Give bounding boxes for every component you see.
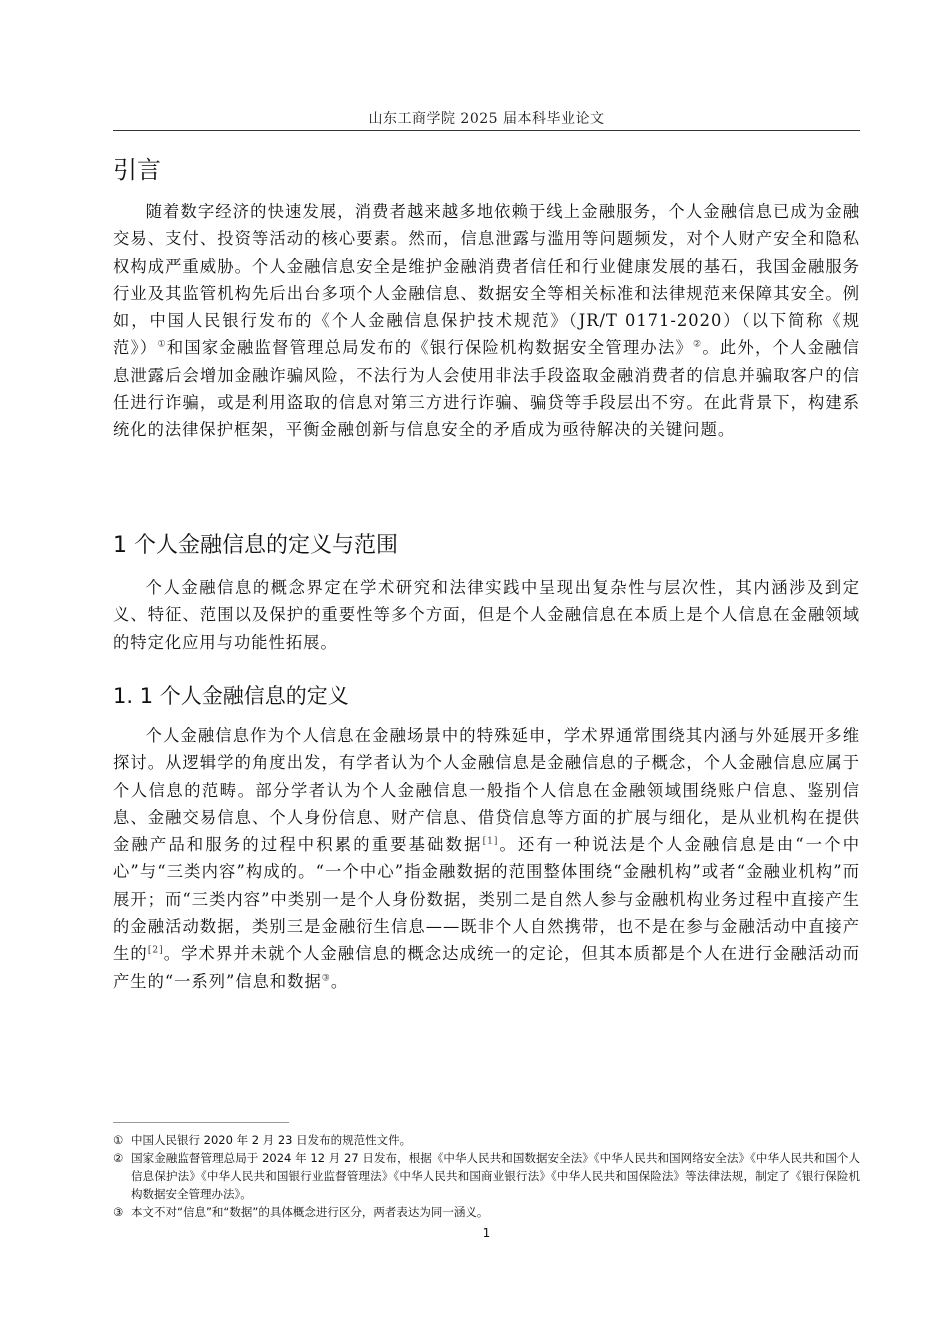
footnotes (113, 1131, 860, 1221)
footnote-ref-3[interactable]: ③ (321, 973, 331, 984)
footnote-2 (113, 1149, 860, 1203)
footnote-mark: ② (113, 1151, 124, 1165)
header-divider (113, 130, 860, 131)
footnote-1 (113, 1131, 860, 1149)
footnote-ref-2[interactable]: ② (693, 340, 703, 351)
s11-text-2: 。还有一种说法是个人金融信息是由“一个中心”与“三类内容”构成的。“一个中心”指金融数据的范围整体围绕“金融机构”或者“金融业机构”而展开；而“三类内容”中类别一是个人身份数据，类别二是自然人参与金融机构业务过程中直接产生的金融活动数据，类别三是金融衍生信息——既非个人自然携带，也不是在参与金融活动中直接产生的 (113, 835, 860, 964)
footnote-text: 中国人民银行 2020 年 2 月 23 日发布的规范性文件。 (131, 1133, 412, 1147)
section-1-heading: 1 个人金融信息的定义与范围 (113, 533, 398, 558)
section-1-paragraph: 个人金融信息的概念界定在学术研究和法律实践中呈现出复杂性与层次性，其内涵涉及到定义、特征、范围以及保护的重要性等多个方面，但是个人金融信息在本质上是个人信息在金融领域的特定化应用与功能性拓展。 (113, 578, 860, 652)
s11-text-3: 。学术界并未就个人金融信息的概念达成统一的定论，但其本质都是个人在进行金融活动而产生的“一系列”信息和数据 (113, 944, 860, 991)
citation-ref-1[interactable]: [1] (482, 836, 499, 847)
page-number: 1 (482, 1226, 491, 1240)
intro-heading: 引言 (113, 156, 161, 184)
footnote-3 (113, 1203, 860, 1221)
citation-ref-2[interactable]: [2] (147, 945, 164, 956)
intro-paragraph (113, 198, 860, 444)
footnote-mark: ① (113, 1133, 124, 1147)
intro-text-1: 随着数字经济的快速发展，消费者越来越多地依赖于线上金融服务，个人金融信息已成为金融交易、支付、投资等活动的核心要素。然而，信息泄露与滥用等问题频发，对个人财产安全和隐私权构成严重威胁。个人金融信息安全是维护金融消费者信任和行业健康发展的基石，我国金融服务行业及其监管机构先后出台多项个人金融信息、数据安全等相关标准和法律规范来保障其安全。例如，中国人民银行发布的《个人金融信息保护技术规范》（JR/T 0171-2020）（以下简称《规范》） (113, 202, 860, 358)
section-1-1-heading: 1. 1 个人金融信息的定义 (113, 684, 349, 708)
footnote-text: 国家金融监督管理总局于 2024 年 12 月 27 日发布，根据《中华人民共和国数据安全法》《中华人民共和国网络安全法》《中华人民共和国个人信息保护法》《中华人民共和国银行业监督管理法》《中华人民共和国商业银行法》《中华人民共和国保险法》等法律法规，制定了《银行保险机构数据安全管理办法》。 (131, 1151, 860, 1201)
s11-text-4: 。 (330, 971, 349, 991)
footnote-ref-1[interactable]: ① (157, 340, 167, 351)
section-1-1-paragraph (113, 722, 860, 995)
s11-text-1: 个人金融信息作为个人信息在金融场景中的特殊延申，学术界通常围绕其内涵与外延展开多维探讨。从逻辑学的角度出发，有学者认为个人金融信息是金融信息的子概念，个人金融信息应属于个人信息的范畴。部分学者认为个人金融信息一般指个人信息在金融领域围绕账户信息、鉴别信息、金融交易信息、个人身份信息、财产信息、借贷信息等方面的扩展与细化，是从业机构在提供金融产品和服务的过程中积累的重要基础数据 (113, 726, 860, 855)
footnote-mark: ③ (113, 1205, 124, 1219)
running-header: 山东工商学院 2025 届本科毕业论文 (368, 111, 605, 127)
intro-text-2: 和国家金融监督管理总局发布的《银行保险机构数据安全管理办法》 (166, 338, 694, 358)
intro-text-3: 。此外，个人金融信息泄露后会增加金融诈骗风险，不法行为人会使用非法手段盗取金融消费者的信息并骗取客户的信任进行诈骗，或是利用盗取的信息对第三方进行诈骗、骗贷等手段层出不穷。在此背景下，构建系统化的法律保护框架，平衡金融创新与信息安全的矛盾成为亟待解决的关键问题。 (113, 338, 860, 440)
footnote-text: 本文不对“信息”和“数据”的具体概念进行区分，两者表达为同一涵义。 (131, 1205, 489, 1219)
footnote-divider (113, 1122, 289, 1123)
